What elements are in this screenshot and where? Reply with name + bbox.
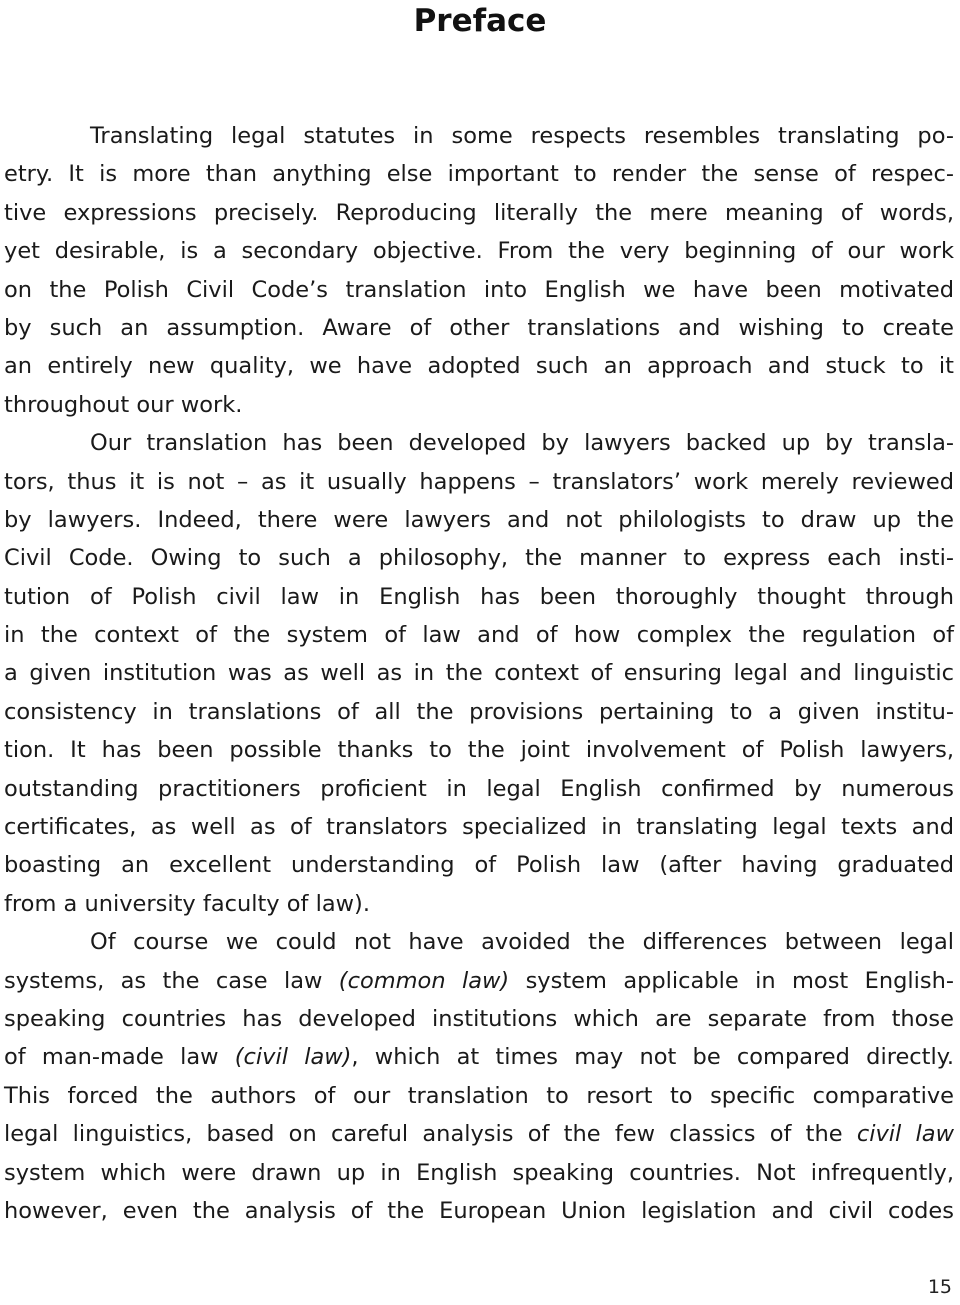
preface-body: [4, 117, 954, 1230]
text-line: tors, thus it is not – as it usually happens – translators’ work merely reviewed: [4, 468, 954, 495]
text-line: This forced the authors of our translation to resort to specific comparative: [4, 1082, 954, 1109]
text-line: in the context of the system of law and of how complex the regulation of: [4, 622, 954, 649]
text-line: consistency in translations of all the provisions pertaining to a given institu-: [4, 698, 954, 725]
text-line: however, even the analysis of the European Union legislation and civil codes: [4, 1197, 954, 1224]
text-line: throughout our work.: [4, 391, 243, 418]
italic-term: civil law: [856, 1121, 954, 1148]
italic-term: (civil law): [234, 1044, 352, 1071]
text-segment: system applicable in most English-: [509, 967, 954, 994]
text-line: [4, 962, 954, 1000]
text-line: on the Polish Civil Code’s translation into English we have been motivated: [4, 276, 954, 303]
text-line: a given institution was as well as in the context of ensuring legal and linguistic: [4, 660, 954, 687]
text-line: certificates, as well as of translators specialized in translating legal texts and: [4, 814, 954, 841]
text-line: [4, 1038, 954, 1076]
text-line: outstanding practitioners proficient in legal English confirmed by numerous: [4, 775, 954, 802]
text-line: an entirely new quality, we have adopted such an approach and stuck to it: [4, 353, 954, 380]
text-line: yet desirable, is a secondary objective. From the very beginning of our work: [4, 238, 954, 265]
text-line: tive expressions precisely. Reproducing literally the mere meaning of words,: [4, 199, 954, 226]
text-segment: legal linguistics, based on careful analysis of the few classics of the: [4, 1121, 857, 1148]
text-line: boasting an excellent understanding of Polish law (after having graduated: [4, 852, 954, 879]
page-title: Preface: [413, 3, 547, 39]
text-line: [4, 1115, 954, 1153]
italic-term: (common law): [338, 967, 510, 994]
text-line: system which were drawn up in English speaking countries. Not infrequently,: [4, 1159, 954, 1186]
text-line: tution of Polish civil law in English has been thoroughly thought through: [4, 583, 954, 610]
text-line: Our translation has been developed by lawyers backed up by transla-: [90, 430, 954, 457]
text-line: Civil Code. Owing to such a philosophy, the manner to express each insti-: [4, 545, 954, 572]
text-line: from a university faculty of law).: [4, 890, 370, 917]
text-segment: of man-made law: [4, 1044, 235, 1071]
text-line: etry. It is more than anything else important to render the sense of respec-: [4, 161, 954, 188]
text-line: Translating legal statutes in some respects resembles translating po-: [90, 123, 954, 149]
text-line: speaking countries has developed institutions which are separate from those: [4, 1005, 954, 1032]
text-segment: , which at times may not be compared directly.: [351, 1044, 954, 1071]
text-segment: systems, as the case law: [4, 967, 339, 994]
text-line: Of course we could not have avoided the differences between legal: [90, 929, 954, 956]
text-line: by lawyers. Indeed, there were lawyers and not philologists to draw up the: [4, 506, 954, 533]
page-number: 15: [927, 1276, 952, 1298]
text-line: by such an assumption. Aware of other translations and wishing to create: [4, 314, 954, 341]
text-line: tion. It has been possible thanks to the joint involvement of Polish lawyers,: [4, 737, 954, 764]
